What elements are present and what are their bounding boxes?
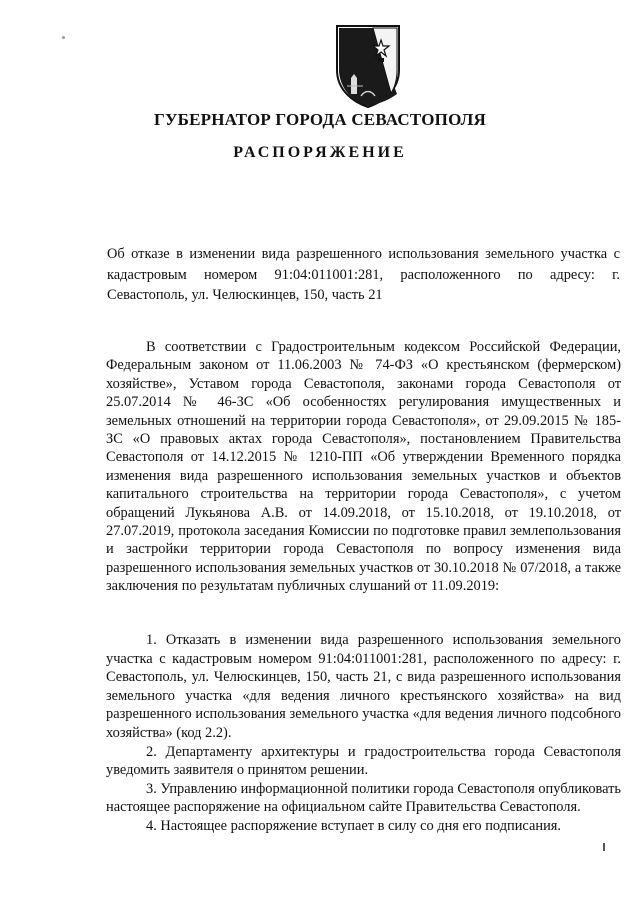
document-type: РАСПОРЯЖЕНИЕ: [233, 144, 407, 161]
order-items: [106, 631, 621, 836]
order-item-4: 4. Настоящее распоряжение вступает в силу со дня его подписания.: [146, 817, 561, 834]
document-subject: Об отказе в изменении вида разрешенного использования земельного участка с кадастровым номером 91:04:011001:281, расположенного по адресу: г. Севастополь, ул. Челюскинцев, 150, часть 21: [107, 246, 620, 303]
order-item-3: 3. Управлению информационной политики города Севастополя опубликовать настоящее распоряжение на официальном сайте Правительства Севастополя.: [106, 780, 621, 816]
preamble-paragraph: В соответствии с Градостроительным кодексом Российской Федерации, Федеральным законом от 11.06.2003 № 74-ФЗ «О крестьянском (фермерском) хозяйстве», Уставом города Севастополя, законами города Севастополя от 25.07.2014 № 46-ЗС «Об особенностях регулирования имущественных и земельных отношений на территории города Севастополя», от 29.09.2015 № 185-ЗС «О правовых актах города Севастополя», постановлением Правительства Севастополя от 14.12.2015 № 1210-ПП «Об утверждении Временного порядка изменения вида разрешенного использования земельных участков и объектов капитального строительства на территории города Севастополя», с учетом обращений Лукьянова А.В. от 14.09.2018, от 15.10.2018, от 19.10.2018, от 27.07.2019, протокола заседания Комиссии по подготовке правил землепользования и застройки территории города Севастополя по вопросу изменения вида разрешенного использования земельных участков от 30.10.2018 № 07/2018, а также заключения по результатам публичных слушаний от 11.09.2019:: [106, 339, 621, 595]
order-item-1: 1. Отказать в изменении вида разрешенного использования земельного участка с кадастровым номером 91:04:011001:281, расположенного по адресу: г. Севастополь, ул. Челюскинцев, 150, часть 21, с вида разрешенного использования земельного участка «для ведения личного крестьянского хозяйства» на вид разрешенного использования земельного участка «для ведения личного подсобного хозяйства» (код 2.2).: [106, 632, 621, 741]
authority-title: ГУБЕРНАТОР ГОРОДА СЕВАСТОПОЛЯ: [153, 110, 486, 129]
sevastopol-coat-of-arms-icon: [333, 24, 403, 108]
scan-speck: [62, 36, 65, 39]
order-item-2: 2. Департаменту архитектуры и градостроительства города Севастополя уведомить заявителя о принятом решении.: [106, 743, 621, 779]
scan-mark: [603, 843, 605, 851]
